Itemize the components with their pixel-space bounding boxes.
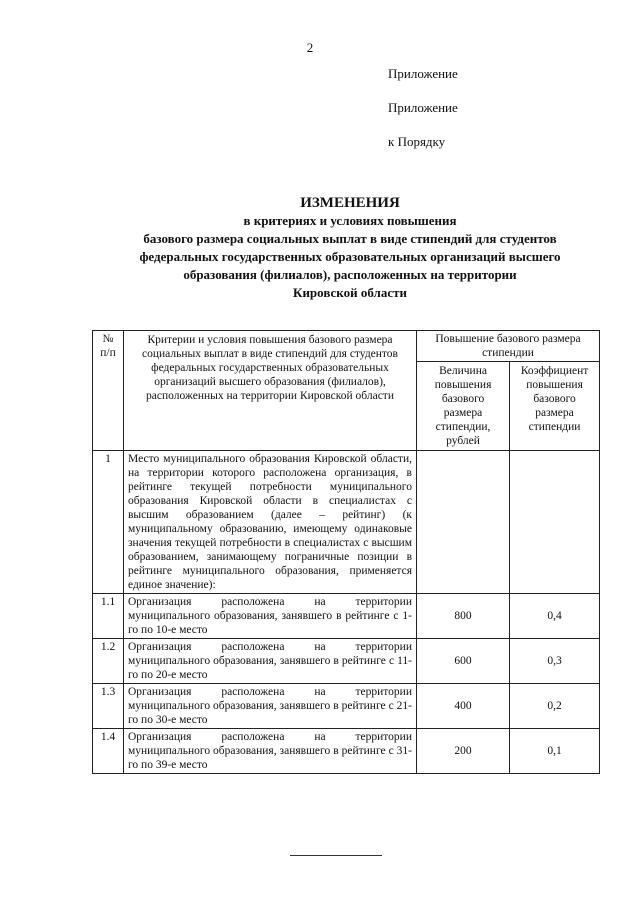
header-increase: Повышение базового размера стипендии (417, 331, 600, 362)
table-row (93, 639, 600, 684)
row-number: 1.1 (93, 594, 124, 639)
document-title (80, 194, 620, 302)
header-amount: Величина повышения базового размера стипендии, рублей (417, 362, 510, 451)
row-coefficient: 0,3 (510, 639, 600, 684)
appendix-label: Приложение (388, 66, 458, 81)
appendix-label-2: Приложение (388, 100, 458, 115)
header-coefficient: Коэффициент повышения базового размера стипендии (510, 362, 600, 451)
header-criteria: Критерии и условия повышения базового размера социальных выплат в виде стипендий для студентов федеральных государственных образовательных организаций высшего образования (филиалов), расположенных на территории Кировской области (124, 331, 417, 451)
row-coefficient: 0,2 (510, 684, 600, 729)
row-coefficient: 0,1 (510, 729, 600, 774)
row-amount: 400 (417, 684, 510, 729)
title-main: ИЗМЕНЕНИЯ (300, 195, 400, 211)
title-line-1: в критериях и условиях повышения (243, 213, 457, 228)
title-line-5: Кировской области (293, 285, 407, 300)
table-row (93, 729, 600, 774)
table-row (93, 684, 600, 729)
row-criteria: Организация расположена на территории муниципального образования, занявшего в рейтинге с 31-го по 39-е место (124, 729, 417, 774)
row-criteria: Организация расположена на территории муниципального образования, занявшего в рейтинге с 21-го по 30-е место (124, 684, 417, 729)
row-number: 1.3 (93, 684, 124, 729)
title-line-2: базового размера социальных выплат в виде стипендий для студентов (143, 231, 557, 246)
footer-divider (290, 855, 382, 856)
title-line-4: образования (филиалов), расположенных на территории (183, 267, 517, 282)
row-amount: 600 (417, 639, 510, 684)
row-number: 1.2 (93, 639, 124, 684)
table-row (93, 594, 600, 639)
row-coefficient (510, 451, 600, 594)
page-number: 2 (306, 40, 314, 55)
row-criteria: Место муниципального образования Кировской области, на территории которого расположена организация, в рейтинге текущей потребности муниципального образования Кировской области в специалистах с высшим образованием (далее – рейтинг) (к муниципальному образованию, имеющему одинаковые значения текущей потребности в специалистах с высшим образованием, занимающему пограничные позиции в рейтинге муниципального образования, применяется единое значение): (124, 451, 417, 594)
row-number: 1.4 (93, 729, 124, 774)
row-amount (417, 451, 510, 594)
row-criteria: Организация расположена на территории муниципального образования, занявшего в рейтинге с 11-го по 20-е место (124, 639, 417, 684)
criteria-table (92, 330, 600, 774)
row-criteria: Организация расположена на территории муниципального образования, занявшего в рейтинге с 1-го по 10-е место (124, 594, 417, 639)
row-amount: 800 (417, 594, 510, 639)
header-number: № п/п (93, 331, 124, 451)
title-line-3: федеральных государственных образовательных организаций высшего (139, 249, 561, 264)
row-amount: 200 (417, 729, 510, 774)
row-coefficient: 0,4 (510, 594, 600, 639)
table-row (93, 451, 600, 594)
table-header-row (93, 331, 600, 362)
row-number: 1 (93, 451, 124, 594)
appendix-reference: к Порядку (388, 134, 446, 149)
